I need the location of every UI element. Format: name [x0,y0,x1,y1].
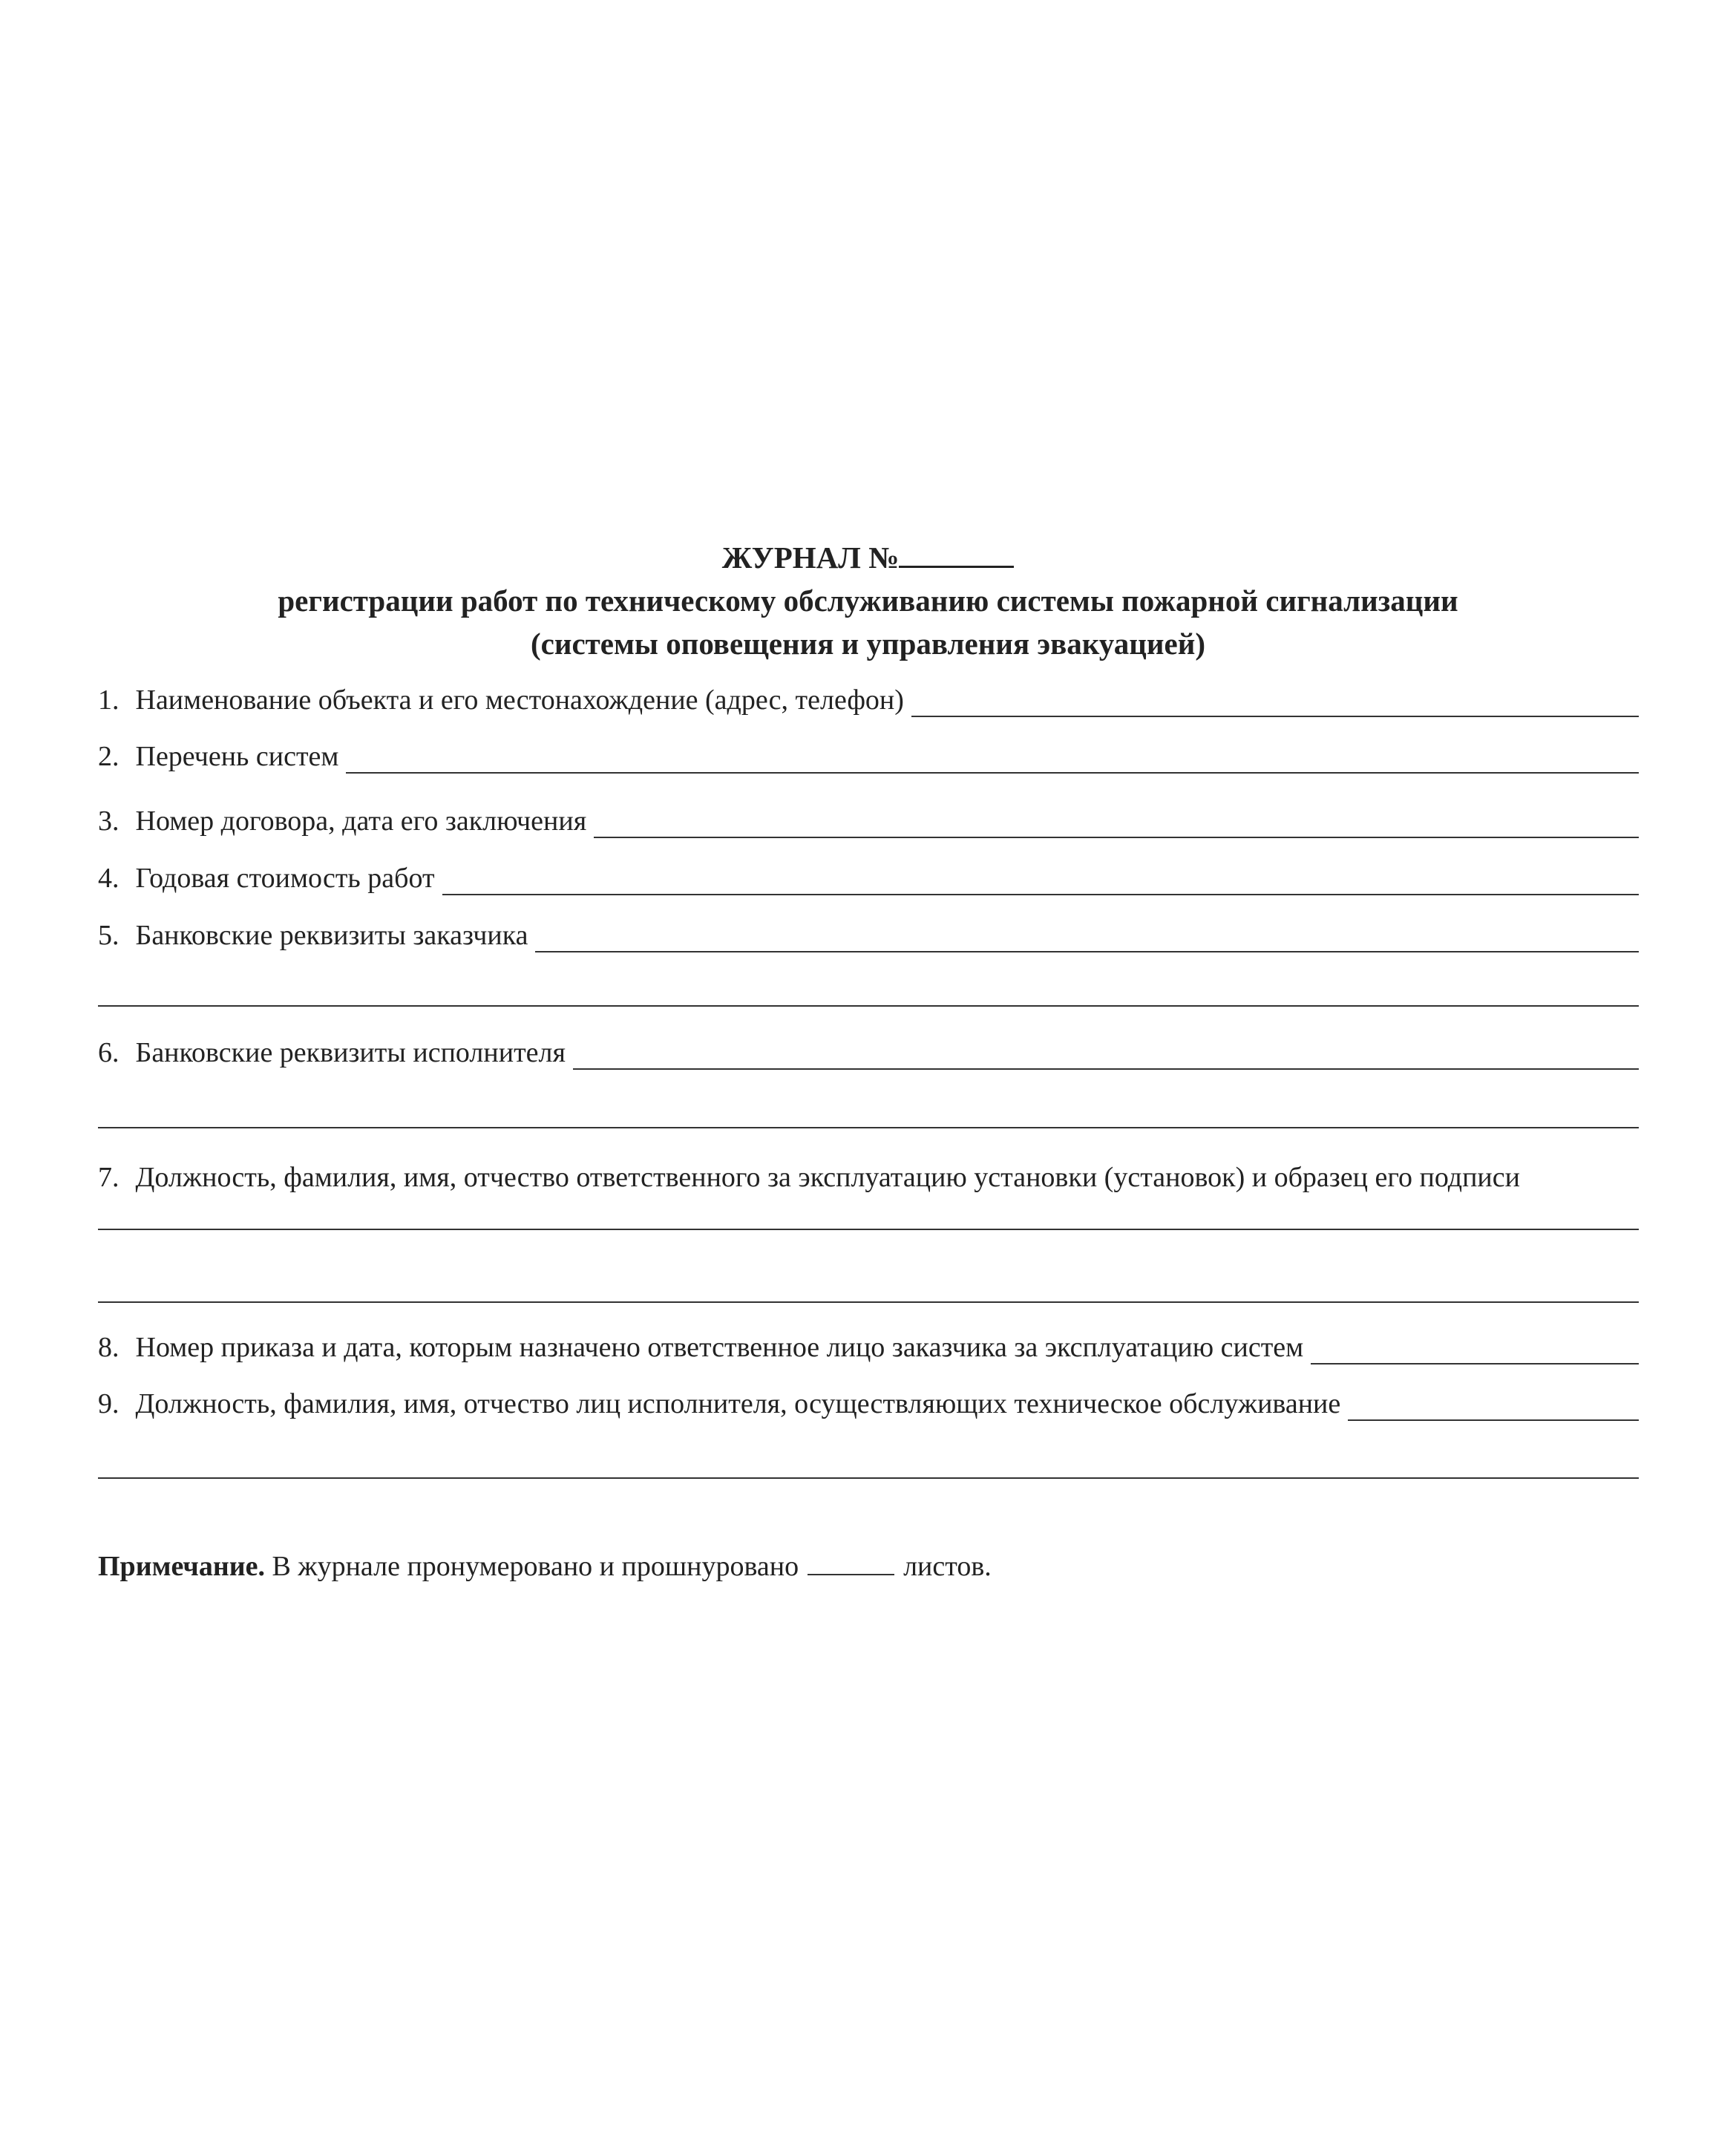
note-text-after: листов. [903,1551,992,1582]
field-label: Должность, фамилия, имя, отчество ответственного за эксплуатацию установки (установок) и образец его подписи [135,1162,1520,1193]
field-label: Годовая стоимость работ [135,863,435,894]
field-7-line-2[interactable] [98,1301,1639,1303]
field-7-responsible-person [98,1160,1639,1194]
field-5-blank[interactable] [535,924,1639,952]
field-1-object-name [98,683,1639,717]
field-3-contract [98,804,1639,838]
field-5-customer-bank-details [98,918,1639,952]
field-8-order-number [98,1330,1639,1364]
field-label: Номер приказа и дата, которым назначено ответственное лицо заказчика за эксплуатацию систем [135,1332,1304,1363]
field-1-blank[interactable] [911,689,1639,717]
title-line-3: (системы оповещения и управления эвакуацией) [531,627,1205,661]
field-4-annual-cost [98,861,1639,895]
field-4-blank[interactable] [442,867,1639,895]
field-label: Наименование объекта и его местонахождение (адрес, телефон) [135,684,904,716]
field-number: 6. [98,1037,119,1068]
field-9-contractor-staff [98,1387,1639,1421]
note-text-before: В журнале пронумеровано и прошнуровано [272,1551,799,1582]
field-label: Перечень систем [135,741,339,772]
field-label: Должность, фамилия, имя, отчество лиц исполнителя, осуществляющих техническое обслуживание [135,1388,1341,1419]
title-line-1 [98,536,1638,579]
sheet-count-blank[interactable] [808,1552,894,1575]
field-label: Банковские реквизиты исполнителя [135,1037,566,1068]
field-6-extra-line[interactable] [98,1127,1639,1128]
field-3-blank[interactable] [594,810,1639,838]
field-6-contractor-bank-details [98,1036,1639,1070]
title-journal-number-label: ЖУРНАЛ № [721,540,900,575]
field-number: 1. [98,684,119,716]
field-label: Номер договора, дата его заключения [135,805,587,837]
field-9-blank[interactable] [1348,1393,1639,1421]
field-number: 3. [98,805,119,837]
field-number: 4. [98,863,119,894]
field-2-system-list [98,739,1639,774]
note [98,1549,992,1584]
field-number: 2. [98,741,119,772]
field-8-blank[interactable] [1311,1336,1639,1364]
field-6-blank[interactable] [573,1042,1639,1070]
journal-title [98,536,1638,665]
field-9-extra-line[interactable] [98,1477,1639,1479]
field-5-extra-line[interactable] [98,1005,1639,1007]
field-number: 5. [98,920,119,951]
journal-number-blank[interactable] [899,540,1014,568]
field-label: Банковские реквизиты заказчика [135,920,528,951]
title-line-2: регистрации работ по техническому обслуживанию системы пожарной сигнализации [278,584,1458,618]
field-7-line-1[interactable] [98,1229,1639,1230]
note-label: Примечание. [98,1551,265,1582]
field-2-blank[interactable] [346,745,1639,774]
field-number: 8. [98,1332,119,1363]
field-number: 7. [98,1162,119,1193]
field-number: 9. [98,1388,119,1419]
